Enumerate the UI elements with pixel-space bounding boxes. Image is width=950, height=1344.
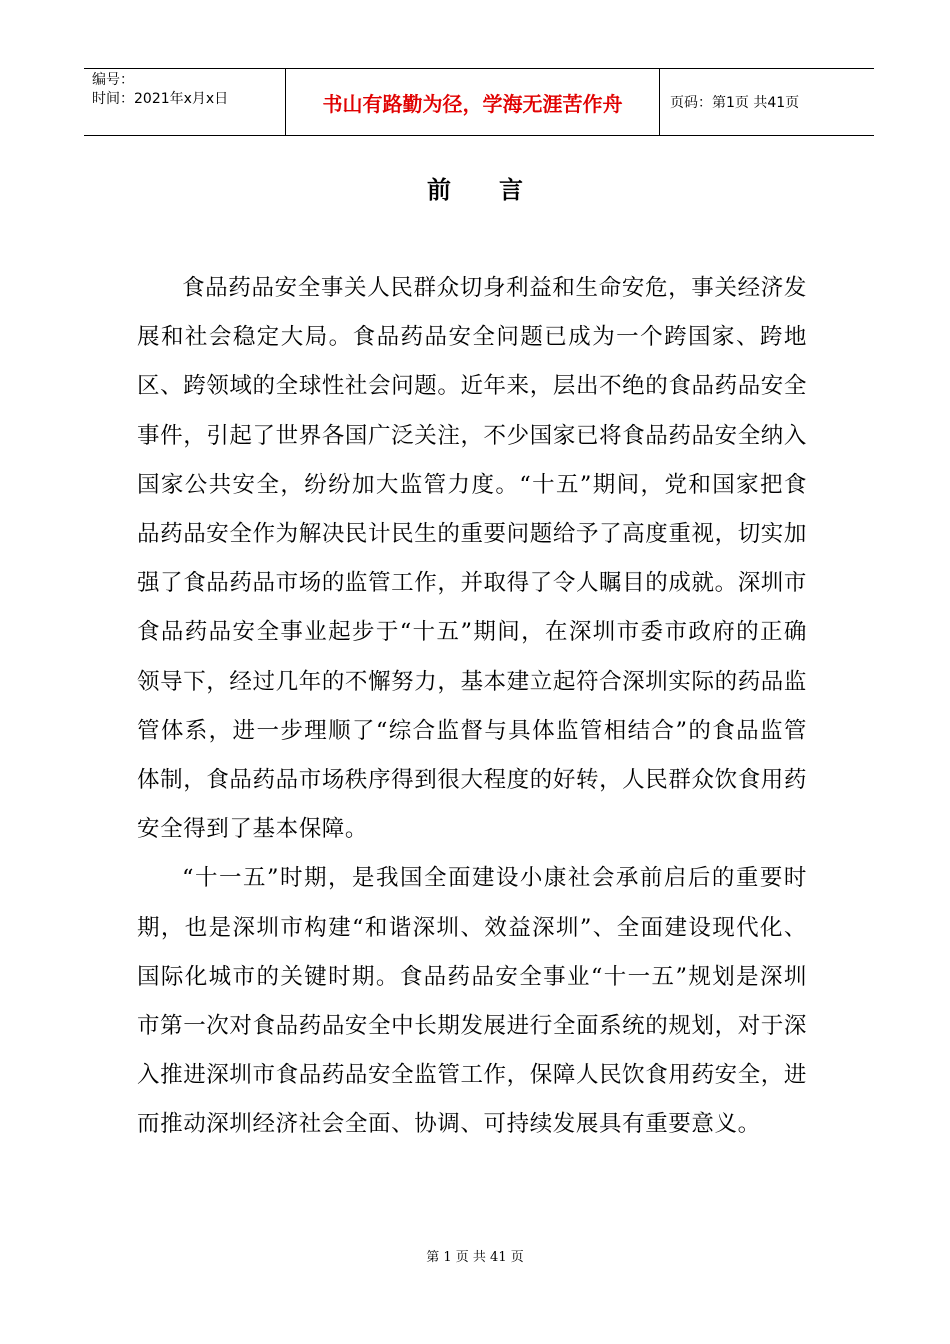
header-motto: 书山有路勤为径，学海无涯苦作舟	[286, 69, 660, 135]
document-body	[137, 264, 807, 1150]
paragraph: 食品药品安全事关人民群众切身利益和生命安危，事关经济发展和社会稳定大局。食品药品安全问题已成为一个跨国家、跨地区、跨领域的全球性社会问题。近年来，层出不绝的食品药品安全事件，引起了世界各国广泛关注，不少国家已将食品药品安全纳入国家公共安全，纷纷加大监管力度。“十五”期间，党和国家把食品药品安全作为解决民计民生的重要问题给予了高度重视，切实加强了食品药品市场的监管工作，并取得了令人瞩目的成就。深圳市食品药品安全事业起步于“十五”期间，在深圳市委市政府的正确领导下，经过几年的不懈努力，基本建立起符合深圳实际的药品监管体系，进一步理顺了“综合监督与具体监管相结合”的食品监管体制，食品药品市场秩序得到很大程度的好转，人民群众饮食用药安全得到了基本保障。	[137, 275, 807, 843]
page-header	[84, 68, 874, 136]
page-footer: 第 1 页 共 41 页	[426, 1250, 524, 1265]
document-number-label: 编号：	[92, 72, 134, 88]
paragraph: “十一五”时期，是我国全面建设小康社会承前启后的重要时期，也是深圳市构建“和谐深圳、效益深圳”、全面建设现代化、国际化城市的关键时期。食品药品安全事业“十一五”规划是深圳市第一次对食品药品安全中长期发展进行全面系统的规划，对于深入推进深圳市食品药品安全监管工作，保障人民饮食用药安全，进而推动深圳经济社会全面、协调、可持续发展具有重要意义。	[137, 865, 807, 1138]
page-title: 前言	[427, 176, 571, 204]
header-meta	[84, 69, 286, 135]
document-time-label: 时间：2021年x月x日	[92, 91, 229, 107]
header-page-info: 页码：第1页 共41页	[670, 95, 800, 111]
